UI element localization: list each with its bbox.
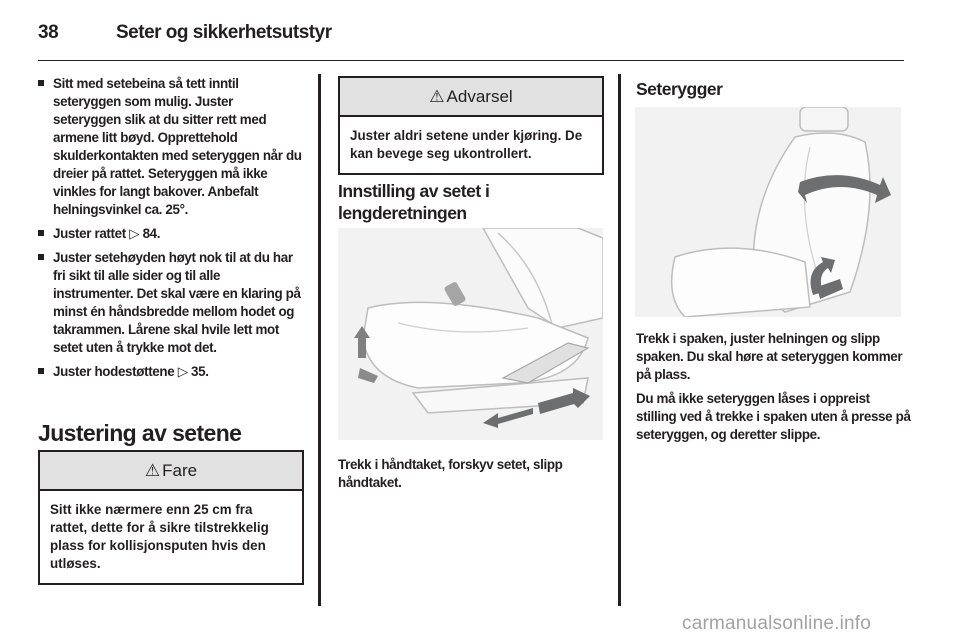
- bullet-square-icon: [38, 254, 44, 260]
- column-divider-2: [618, 74, 621, 606]
- danger-box-body: Sitt ikke nærmere enn 25 cm fra rattet, dette for å sikre tilstrekkelig plass for kollisjonsputen hvis den utløses.: [50, 502, 269, 571]
- left-column: [38, 75, 303, 387]
- bullet-text: Juster rattet: [53, 226, 126, 241]
- column-divider-1: [318, 74, 321, 606]
- bullet-item: [38, 225, 303, 243]
- watermark-link[interactable]: carmanualsonline.info: [682, 613, 872, 634]
- page-number: 38: [38, 22, 59, 43]
- warning-box-body: Juster aldri setene under kjøring. De kan bevege seg ukontrollert.: [350, 128, 583, 161]
- bullet-text: Sitt med setebeina så tett inntil seteryggen som mulig. Juster seteryggen slik at du sitter rett med armene litt bøyd. Opprettehold skulderkontakten med seteryggen når du dreier på rattet. Seteryggen må ikke vinkles for langt bakover. Anbefalt helningsvinkel ca. 25°.: [53, 76, 302, 217]
- warning-box-title: Advarsel: [446, 87, 513, 106]
- danger-box-title: Fare: [162, 461, 198, 480]
- subheading-backrest: Seterygger: [636, 79, 723, 99]
- cross-reference-arrow-icon: ▷: [129, 226, 140, 241]
- cross-reference-link[interactable]: 84.: [142, 226, 161, 241]
- bullet-text: Juster setehøyden høyt nok til at du har fri sikt til alle sider og til alle instrumenter. Det skal være en klaring på minst én håndsbredde mellom hodet og takrammen. Lårene skal hvile lett mot setet uten å trykke mot det.: [53, 250, 301, 355]
- warning-box: [338, 76, 604, 175]
- cross-reference-arrow-icon: ▷: [177, 364, 188, 379]
- paragraph: Du må ikke seteryggen låses i oppreist stilling ved å trekke i spaken uten å presse på seteryggen, og deretter slippe.: [636, 391, 911, 442]
- danger-box: [38, 450, 304, 585]
- section-heading: Justering av setene: [38, 420, 242, 446]
- cross-reference-link[interactable]: 35.: [191, 364, 209, 379]
- seat-illustration-icon: [338, 228, 603, 440]
- bullet-text: Juster hodestøttene: [53, 364, 175, 379]
- bullet-square-icon: [38, 368, 44, 374]
- chapter-title: Seter og sikkerhetsutstyr: [116, 22, 332, 43]
- header-divider: [38, 60, 904, 61]
- seat-backrest-figure: [635, 107, 901, 317]
- bullet-list: [38, 75, 303, 381]
- bullet-item: [38, 75, 303, 219]
- warning-triangle-icon: ⚠: [429, 87, 445, 106]
- page-header: [38, 22, 904, 62]
- bullet-item: [38, 249, 303, 357]
- bullet-square-icon: [38, 80, 44, 86]
- warning-box-header: [340, 78, 602, 117]
- danger-box-header: [40, 452, 302, 491]
- backrest-instructions: [636, 330, 911, 450]
- caption-text: Trekk i håndtaket, forskyv setet, slipp håndtaket.: [338, 457, 563, 490]
- bullet-item: [38, 363, 303, 381]
- bullet-square-icon: [38, 230, 44, 236]
- warning-triangle-icon: ⚠: [144, 461, 161, 480]
- paragraph: Trekk i spaken, juster helningen og slipp spaken. Du skal høre at seteryggen kommer på plass.: [636, 331, 903, 382]
- caption-longitudinal: [338, 456, 603, 498]
- seat-longitudinal-figure: [338, 228, 603, 440]
- backrest-illustration-icon: [635, 107, 901, 317]
- subheading-longitudinal: Innstilling av setet i lengderetningen: [338, 181, 490, 223]
